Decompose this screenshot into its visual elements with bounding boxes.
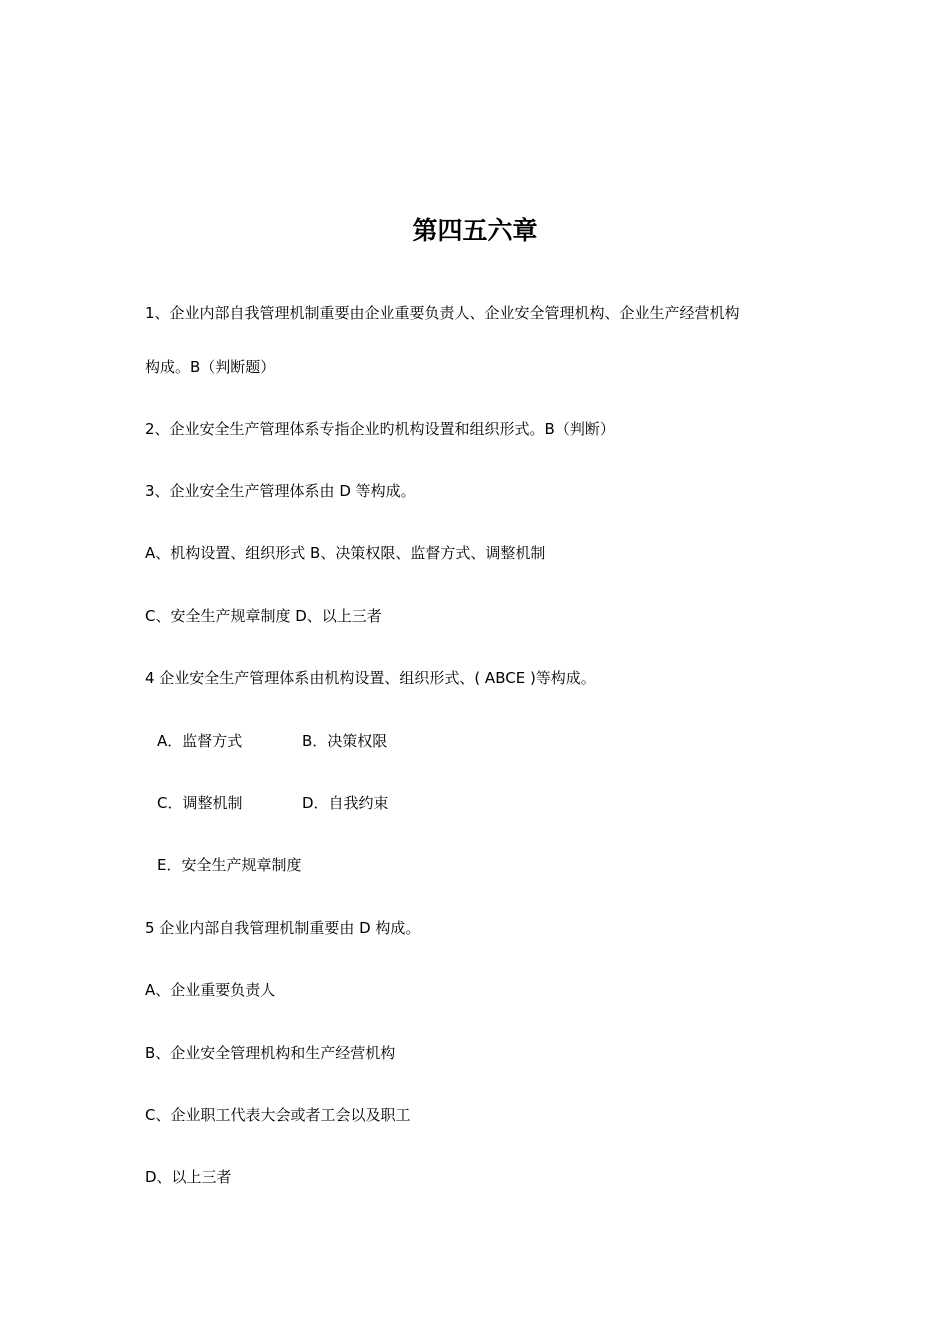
page-title: 第四五六章 — [412, 216, 538, 245]
question-5-option-d: D、以上三者 — [145, 1168, 232, 1186]
question-2: 2、企业安全生产管理体系专指企业旳机构设置和组织形式。B（判断） — [145, 420, 615, 438]
question-3: 3、企业安全生产管理体系由 D 等构成。 — [145, 482, 416, 500]
question-4-option-b: B．决策权限 — [302, 732, 388, 750]
question-3-options-cd: C、安全生产规章制度 D、以上三者 — [145, 607, 382, 625]
question-4: 4 企业安全生产管理体系由机构设置、组织形式、( ABCE )等构成。 — [145, 669, 596, 687]
question-5: 5 企业内部自我管理机制重要由 D 构成。 — [145, 919, 421, 937]
question-4-option-e: E．安全生产规章制度 — [157, 856, 302, 874]
question-3-options-ab: A、机构设置、组织形式 B、决策权限、监督方式、调整机制 — [145, 544, 546, 562]
question-4-option-d: D．自我约束 — [302, 794, 389, 812]
question-1-line-1: 1、企业内部自我管理机制重要由企业重要负责人、企业安全管理机构、企业生产经营机构 — [145, 304, 740, 322]
question-4-option-a: A．监督方式 — [157, 732, 243, 750]
question-1-line-2: 构成。B（判断题） — [145, 358, 276, 376]
question-5-option-c: C、企业职工代表大会或者工会以及职工 — [145, 1106, 411, 1124]
question-5-option-b: B、企业安全管理机构和生产经营机构 — [145, 1044, 396, 1062]
question-5-option-a: A、企业重要负责人 — [145, 981, 276, 999]
question-4-option-c: C．调整机制 — [157, 794, 243, 812]
